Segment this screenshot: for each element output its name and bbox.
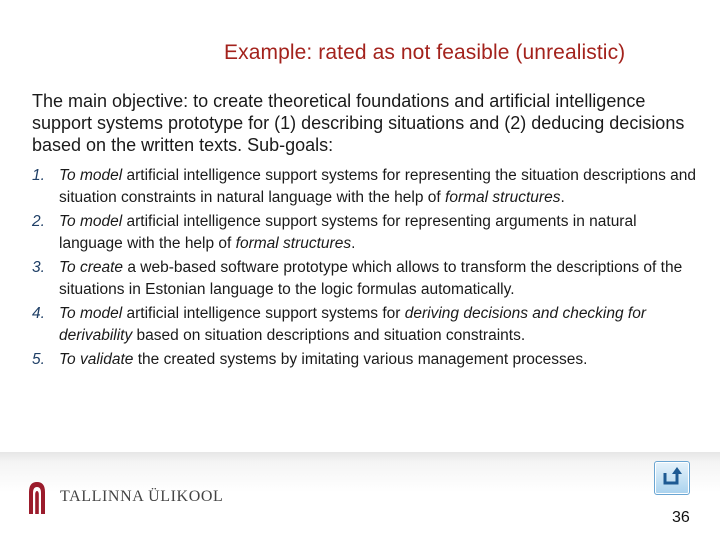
sub-goals-list [32, 165, 702, 374]
list-item [32, 349, 702, 371]
university-logo[interactable] [26, 480, 223, 514]
list-item-text: To model artificial intelligence support systems for deriving decisions and checking for derivability based on situation descriptions and situation constraints. [59, 305, 647, 344]
list-item-number: 3. [32, 259, 45, 276]
page-number: 36 [672, 509, 690, 526]
list-item [32, 165, 702, 208]
list-item-text: To create a web-based software prototype which allows to transform the descriptions of the situations in Estonian language to the logic formulas automatically. [59, 259, 683, 298]
slide-title: Example: rated as not feasible (unrealistic) [224, 41, 626, 64]
intro-paragraph: The main objective: to create theoretical foundations and artificial intelligence support systems prototype for (1) describing situations and (2) deducing decisions based on the written texts. Sub-goals: [32, 91, 685, 155]
list-item-number: 2. [32, 213, 45, 230]
logo-text: TALLINNA ÜLIKOOL [60, 488, 224, 505]
tallinn-university-logo-icon [26, 480, 48, 514]
list-item-number: 1. [32, 167, 45, 184]
list-item-text: To model artificial intelligence support systems for representing the situation descriptions and situation constraints in natural language with the help of formal structures. [59, 167, 696, 206]
list-item [32, 303, 702, 346]
return-arrow-icon [661, 466, 683, 491]
return-button[interactable] [654, 461, 690, 495]
list-item-text: To validate the created systems by imitating various management processes. [59, 351, 588, 368]
list-item-number: 4. [32, 305, 45, 322]
list-item [32, 257, 702, 300]
list-item-number: 5. [32, 351, 45, 368]
list-item [32, 211, 702, 254]
list-item-text: To model artificial intelligence support systems for representing arguments in natural language with the help of formal structures. [59, 213, 637, 252]
